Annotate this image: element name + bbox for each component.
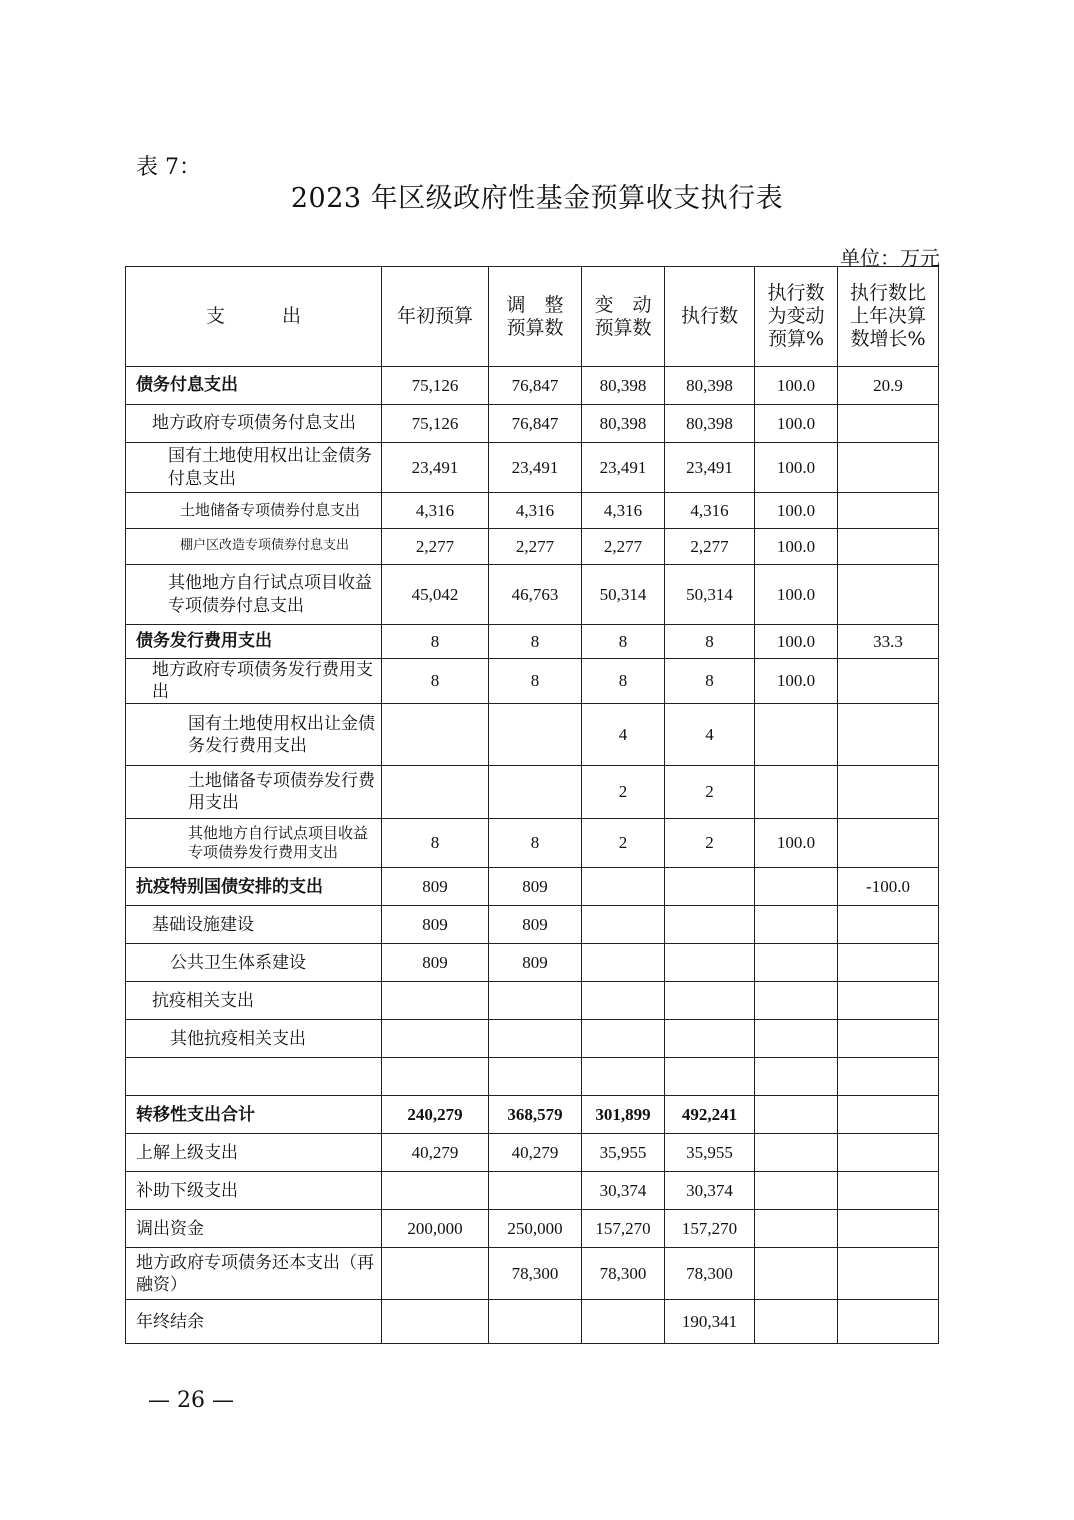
cell-value (382, 766, 489, 819)
cell-value: 8 (382, 625, 489, 659)
cell-value (755, 1172, 838, 1210)
cell-value (382, 1058, 489, 1096)
cell-value: 23,491 (665, 443, 755, 493)
cell-value: 2,277 (582, 529, 665, 565)
row-label: 年终结余 (126, 1300, 382, 1344)
cell-value (755, 982, 838, 1020)
cell-value: 4,316 (665, 493, 755, 529)
cell-value: 80,398 (582, 405, 665, 443)
cell-value (838, 493, 939, 529)
row-label: 调出资金 (126, 1210, 382, 1248)
cell-value (838, 944, 939, 982)
cell-value: 23,491 (582, 443, 665, 493)
cell-value: 23,491 (489, 443, 582, 493)
cell-value (838, 1058, 939, 1096)
cell-value: 100.0 (755, 625, 838, 659)
row-label: 国有土地使用权出让金债务发行费用支出 (126, 704, 382, 766)
cell-value (755, 1058, 838, 1096)
row-label: 基础设施建设 (126, 906, 382, 944)
cell-value (838, 766, 939, 819)
cell-value (665, 868, 755, 906)
cell-value: 33.3 (838, 625, 939, 659)
table-row (126, 367, 939, 405)
table-row (126, 1300, 939, 1344)
cell-value (755, 704, 838, 766)
cell-value: 30,374 (582, 1172, 665, 1210)
cell-value (382, 1300, 489, 1344)
cell-value (838, 565, 939, 625)
table-row (126, 766, 939, 819)
cell-value: 301,899 (582, 1096, 665, 1134)
cell-value (755, 1096, 838, 1134)
cell-value: 50,314 (665, 565, 755, 625)
table-label: 表 7： (136, 155, 201, 180)
cell-value: 8 (582, 659, 665, 704)
table-row (126, 819, 939, 868)
cell-value: 100.0 (755, 367, 838, 405)
cell-value (755, 1020, 838, 1058)
cell-value: 35,955 (665, 1134, 755, 1172)
cell-value (755, 1300, 838, 1344)
cell-value: 809 (382, 906, 489, 944)
cell-value (489, 1172, 582, 1210)
cell-value (665, 906, 755, 944)
cell-value (838, 659, 939, 704)
cell-value (755, 1210, 838, 1248)
cell-value: 23,491 (382, 443, 489, 493)
cell-value: 80,398 (665, 367, 755, 405)
cell-value: 100.0 (755, 565, 838, 625)
table-row (126, 1210, 939, 1248)
cell-value: 30,374 (665, 1172, 755, 1210)
cell-value: 45,042 (382, 565, 489, 625)
cell-value (382, 704, 489, 766)
cell-value (582, 1058, 665, 1096)
cell-value: 8 (382, 659, 489, 704)
cell-value: 157,270 (582, 1210, 665, 1248)
cell-value: 8 (382, 819, 489, 868)
cell-value: 809 (382, 944, 489, 982)
cell-value (489, 982, 582, 1020)
row-label: 其他地方自行试点项目收益专项债券发行费用支出 (126, 819, 382, 868)
cell-value: 8 (489, 819, 582, 868)
row-label: 地方政府专项债务发行费用支出 (126, 659, 382, 704)
row-label: 地方政府专项债务付息支出 (126, 405, 382, 443)
cell-value (665, 982, 755, 1020)
cell-value (582, 1020, 665, 1058)
cell-value (755, 944, 838, 982)
cell-value: 20.9 (838, 367, 939, 405)
cell-value (382, 1172, 489, 1210)
cell-value: 40,279 (489, 1134, 582, 1172)
cell-value (582, 944, 665, 982)
cell-value (665, 944, 755, 982)
budget-table (125, 266, 939, 1344)
row-label: 转移性支出合计 (126, 1096, 382, 1134)
cell-value (838, 1300, 939, 1344)
table-row (126, 704, 939, 766)
table-row (126, 405, 939, 443)
cell-value: 190,341 (665, 1300, 755, 1344)
cell-value: 4 (665, 704, 755, 766)
cell-value: 4,316 (382, 493, 489, 529)
row-label: 抗疫特别国债安排的支出 (126, 868, 382, 906)
cell-value: 809 (489, 906, 582, 944)
cell-value (838, 443, 939, 493)
row-label: 债务付息支出 (126, 367, 382, 405)
table-row (126, 1020, 939, 1058)
row-label: 其他抗疫相关支出 (126, 1020, 382, 1058)
cell-value: 8 (665, 625, 755, 659)
table-row (126, 1134, 939, 1172)
table-row (126, 1172, 939, 1210)
cell-value: 75,126 (382, 405, 489, 443)
cell-value: 250,000 (489, 1210, 582, 1248)
cell-value (489, 704, 582, 766)
cell-value (382, 982, 489, 1020)
table-row (126, 659, 939, 704)
unit-note: 单位：万元 (840, 246, 940, 270)
header-cell-executed: 执行数 (665, 267, 755, 367)
cell-value (582, 868, 665, 906)
header-cell-growth-pct: 执行数比 上年决算 数增长% (838, 267, 939, 367)
table-row (126, 944, 939, 982)
cell-value: 809 (382, 868, 489, 906)
row-label: 其他地方自行试点项目收益专项债券付息支出 (126, 565, 382, 625)
row-label (126, 1058, 382, 1096)
cell-value: 2 (665, 819, 755, 868)
cell-value: 100.0 (755, 659, 838, 704)
cell-value: 2,277 (489, 529, 582, 565)
cell-value: 2 (582, 819, 665, 868)
cell-value: 100.0 (755, 819, 838, 868)
table-row (126, 906, 939, 944)
cell-value (489, 1300, 582, 1344)
header-cell-initial-budget: 年初预算 (382, 267, 489, 367)
row-label: 国有土地使用权出让金债务付息支出 (126, 443, 382, 493)
cell-value: 40,279 (382, 1134, 489, 1172)
cell-value (838, 704, 939, 766)
table-row (126, 625, 939, 659)
cell-value: 75,126 (382, 367, 489, 405)
cell-value: 4 (582, 704, 665, 766)
cell-value (755, 766, 838, 819)
cell-value (382, 1020, 489, 1058)
cell-value: 8 (582, 625, 665, 659)
cell-value: 100.0 (755, 493, 838, 529)
table-row (126, 1248, 939, 1300)
cell-value: 492,241 (665, 1096, 755, 1134)
cell-value: 8 (665, 659, 755, 704)
cell-value: 80,398 (582, 367, 665, 405)
cell-value (838, 819, 939, 868)
cell-value (582, 1300, 665, 1344)
cell-value (838, 906, 939, 944)
cell-value (489, 766, 582, 819)
header-cell-adjusted-budget: 调 整 预算数 (489, 267, 582, 367)
cell-value (755, 868, 838, 906)
cell-value (838, 529, 939, 565)
cell-value: 76,847 (489, 405, 582, 443)
cell-value: -100.0 (838, 868, 939, 906)
cell-value: 2,277 (665, 529, 755, 565)
page-title: 2023 年区级政府性基金预算收支执行表 (290, 183, 784, 214)
cell-value (838, 1248, 939, 1300)
cell-value (838, 1210, 939, 1248)
cell-value: 8 (489, 659, 582, 704)
header-cell-exec-pct: 执行数 为变动 预算% (755, 267, 838, 367)
cell-value: 35,955 (582, 1134, 665, 1172)
row-label: 棚户区改造专项债券付息支出 (126, 529, 382, 565)
table-row (126, 443, 939, 493)
row-label: 地方政府专项债务还本支出（再融资） (126, 1248, 382, 1300)
cell-value (665, 1058, 755, 1096)
cell-value (489, 1020, 582, 1058)
cell-value: 4,316 (582, 493, 665, 529)
table-row (126, 868, 939, 906)
cell-value: 4,316 (489, 493, 582, 529)
table-row (126, 493, 939, 529)
cell-value: 76,847 (489, 367, 582, 405)
cell-value: 8 (489, 625, 582, 659)
row-label: 补助下级支出 (126, 1172, 382, 1210)
cell-value (582, 982, 665, 1020)
table-row (126, 1096, 939, 1134)
header-cell-changed-budget: 变 动 预算数 (582, 267, 665, 367)
cell-value (755, 1134, 838, 1172)
cell-value: 2 (665, 766, 755, 819)
cell-value (382, 1248, 489, 1300)
cell-value (755, 906, 838, 944)
cell-value (838, 1134, 939, 1172)
cell-value: 46,763 (489, 565, 582, 625)
cell-value (838, 1096, 939, 1134)
cell-value: 78,300 (665, 1248, 755, 1300)
cell-value (489, 1058, 582, 1096)
cell-value: 157,270 (665, 1210, 755, 1248)
page-number: — 26 — (148, 1388, 234, 1413)
row-label: 债务发行费用支出 (126, 625, 382, 659)
row-label: 抗疫相关支出 (126, 982, 382, 1020)
cell-value: 240,279 (382, 1096, 489, 1134)
cell-value: 78,300 (582, 1248, 665, 1300)
table-row (126, 529, 939, 565)
cell-value: 2 (582, 766, 665, 819)
header-cell-item: 支 出 (126, 267, 382, 367)
cell-value (755, 1248, 838, 1300)
cell-value: 100.0 (755, 443, 838, 493)
cell-value (838, 1020, 939, 1058)
cell-value: 2,277 (382, 529, 489, 565)
cell-value: 78,300 (489, 1248, 582, 1300)
cell-value (665, 1020, 755, 1058)
cell-value (838, 1172, 939, 1210)
cell-value: 809 (489, 868, 582, 906)
table-row (126, 565, 939, 625)
cell-value: 200,000 (382, 1210, 489, 1248)
cell-value (838, 982, 939, 1020)
row-label: 土地储备专项债券发行费用支出 (126, 766, 382, 819)
cell-value: 100.0 (755, 529, 838, 565)
cell-value (838, 405, 939, 443)
cell-value: 100.0 (755, 405, 838, 443)
header-row (126, 267, 939, 367)
cell-value: 50,314 (582, 565, 665, 625)
table-row (126, 982, 939, 1020)
cell-value: 368,579 (489, 1096, 582, 1134)
table-row (126, 1058, 939, 1096)
row-label: 上解上级支出 (126, 1134, 382, 1172)
row-label: 公共卫生体系建设 (126, 944, 382, 982)
row-label: 土地储备专项债券付息支出 (126, 493, 382, 529)
cell-value: 80,398 (665, 405, 755, 443)
cell-value (582, 906, 665, 944)
cell-value: 809 (489, 944, 582, 982)
